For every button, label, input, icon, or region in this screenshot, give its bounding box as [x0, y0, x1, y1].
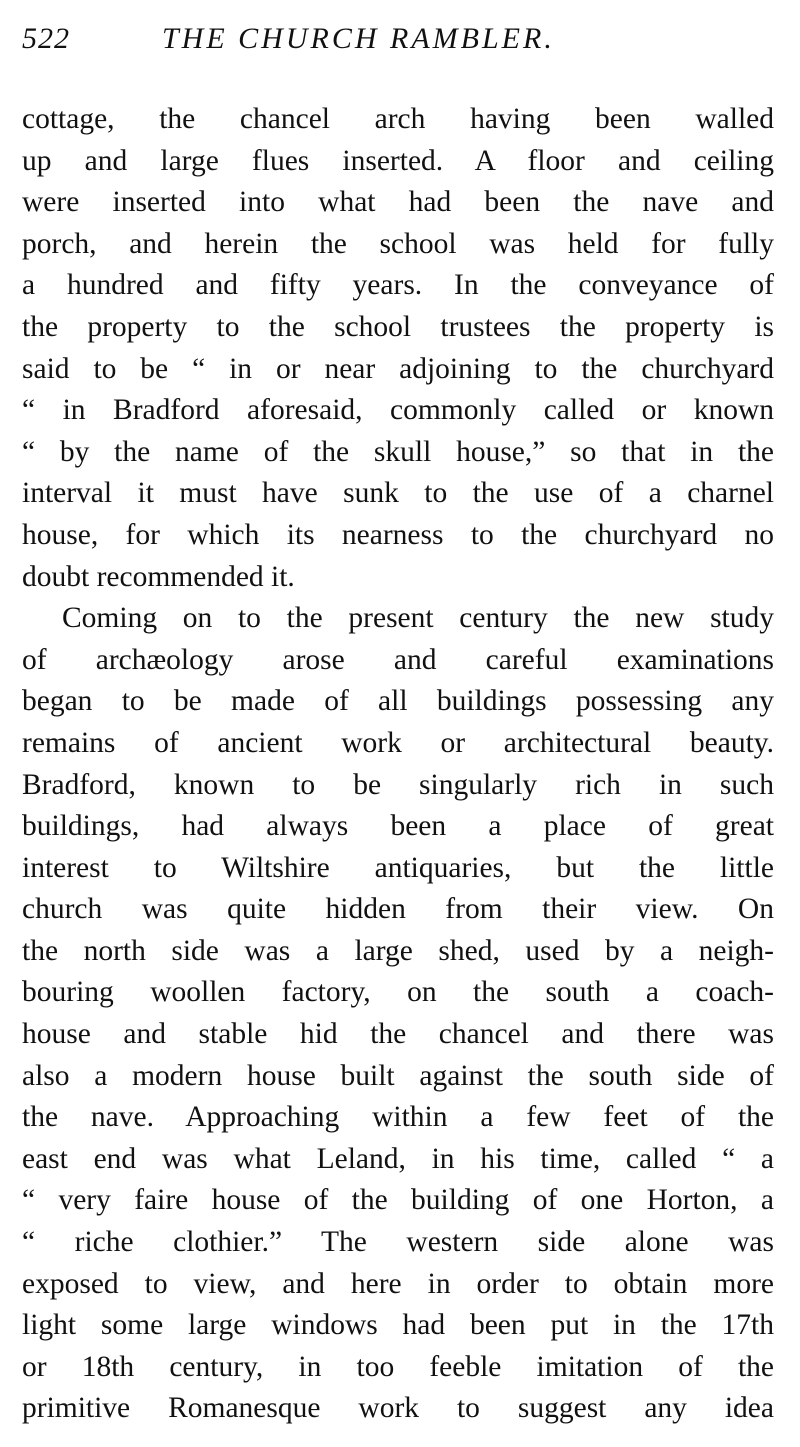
- text-line: house, for which its nearness to the churchyard no: [22, 518, 774, 551]
- text-line: a hundred and fifty years. In the conveyance of: [22, 269, 774, 302]
- text-line: porch, and herein the school was held for fully: [22, 227, 774, 260]
- text-line: primitive Romanesque work to suggest any idea: [22, 1392, 774, 1425]
- text-line: of archæology arose and careful examinations: [22, 643, 774, 676]
- text-line: the nave. Approaching within a few feet of the: [22, 1101, 774, 1134]
- text-line: doubt recommended it.: [22, 560, 295, 593]
- text-line: up and large flues inserted. A floor and ceiling: [22, 144, 774, 177]
- page-number: 522: [22, 22, 70, 55]
- body-text: [22, 99, 774, 1430]
- text-line: church was quite hidden from their view. On: [22, 893, 774, 926]
- paragraph-2: [22, 598, 774, 1430]
- text-line: began to be made of all buildings possessing any: [22, 685, 774, 718]
- text-line: also a modern house built against the south side of: [22, 1059, 774, 1092]
- text-line: were inserted into what had been the nave and: [22, 186, 774, 219]
- text-line: Coming on to the present century the new study: [62, 602, 774, 635]
- text-line: or 18th century, in too feeble imitation of the: [22, 1350, 774, 1383]
- text-line: said to be “ in or near adjoining to the churchyard: [22, 352, 774, 385]
- text-line: exposed to view, and here in order to obtain more: [22, 1267, 774, 1300]
- text-line: buildings, had always been a place of great: [22, 810, 774, 843]
- paragraph-1: [22, 99, 774, 598]
- page-header: [22, 22, 782, 72]
- text-line: “ riche clothier.” The western side alone was: [22, 1226, 774, 1259]
- text-line: “ by the name of the skull house,” so that in the: [22, 435, 774, 468]
- text-line: house and stable hid the chancel and there was: [22, 1018, 774, 1051]
- text-line: light some large windows had been put in the 17th: [22, 1309, 774, 1342]
- text-line: remains of ancient work or architectural beauty.: [22, 726, 774, 759]
- text-line: the north side was a large shed, used by a neigh-: [22, 934, 774, 967]
- text-line: east end was what Leland, in his time, called “ a: [22, 1142, 774, 1175]
- text-line: bouring woollen factory, on the south a coach-: [22, 976, 774, 1009]
- text-line: interest to Wiltshire antiquaries, but the little: [22, 851, 774, 884]
- text-line: Bradford, known to be singularly rich in such: [22, 768, 774, 801]
- text-line: “ in Bradford aforesaid, commonly called or known: [22, 394, 774, 427]
- text-line: the property to the school trustees the property is: [22, 310, 774, 343]
- text-line: interval it must have sunk to the use of a charnel: [22, 477, 774, 510]
- text-line: cottage, the chancel arch having been walled: [22, 103, 774, 135]
- text-line: “ very faire house of the building of one Horton, a: [22, 1184, 774, 1217]
- running-title: THE CHURCH RAMBLER.: [162, 22, 555, 55]
